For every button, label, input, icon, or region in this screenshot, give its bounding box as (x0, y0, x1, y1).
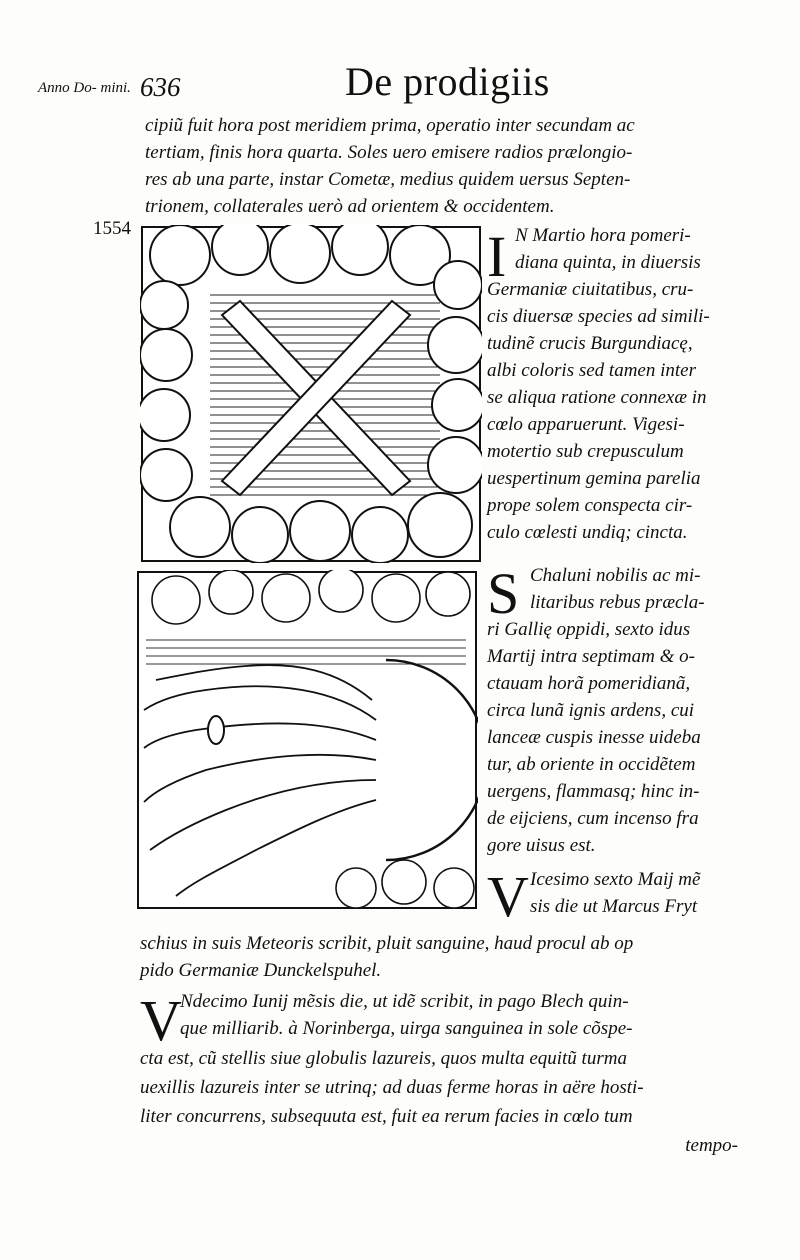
para2-line: Chaluni nobilis ac mi- (530, 565, 701, 586)
para2-line: uergens, flammasq; hinc in- (487, 781, 700, 802)
woodcut-moon-illustration (136, 570, 478, 910)
para2-line: de eijciens, cum incenso fra (487, 808, 699, 829)
para2-line: ri Gallię oppidi, sexto idus (487, 619, 691, 640)
catchword: tempo- (685, 1135, 738, 1156)
para1-line: N Martio hora pomeri- (515, 225, 691, 246)
running-head: De prodigiis (345, 59, 550, 104)
para2-line: circa lunã ignis ardens, cui (487, 700, 695, 721)
para1-line: motertio sub crepusculum (487, 441, 684, 462)
woodcut-cross-illustration (140, 225, 482, 563)
para2-line: ctauam horã pomeridianã, (487, 673, 691, 694)
para1-line: tudinẽ crucis Burgundiacę, (487, 333, 693, 354)
para4-line: que milliarib. à Norinberga, uirga sanguinea in sole cõspe- (180, 1018, 633, 1039)
drop-cap: I (487, 224, 507, 289)
year-margin-note: 1554 (93, 218, 131, 239)
para4-line: cta est, cũ stellis siue globulis lazureis, quos multa equitũ turma (140, 1048, 627, 1069)
para2-line: lanceæ cuspis inesse uideba (487, 727, 701, 748)
para2-line: Martij intra septimam & o- (487, 646, 695, 667)
para4-line: Ndecimo Iunij mẽsis die, ut idẽ scribit, in pago Blech quin- (180, 991, 629, 1012)
para1-line: prope solem conspecta cir- (487, 495, 693, 516)
margin-note: Anno Do- mini. (38, 80, 131, 96)
para2-line: gore uisus est. (487, 835, 596, 856)
page-number: 636 (140, 72, 181, 102)
para1-line: diana quinta, in diuersis (515, 252, 701, 273)
drop-cap: S (487, 561, 520, 626)
para1-line: cœlo apparuerunt. Vigesi- (487, 414, 685, 435)
intro-line: cipiũ fuit hora post meridiem prima, operatio inter secundam ac (145, 115, 635, 136)
para2-line: litaribus rebus præcla- (530, 592, 705, 613)
para3-line: pido Germaniæ Dunckelspuhel. (140, 960, 382, 981)
para4-line: liter concurrens, subsequuta est, fuit ea rerum facies in cœlo tum (140, 1106, 633, 1127)
para1-line: cis diuersæ species ad simili- (487, 306, 710, 327)
para1-line: se aliqua ratione connexæ in (487, 387, 707, 408)
para1-line: Germaniæ ciuitatibus, cru- (487, 279, 694, 300)
para1-line: albi coloris sed tamen inter (487, 360, 696, 381)
para2-line: tur, ab oriente in occidẽtem (487, 754, 696, 775)
intro-line: res ab una parte, instar Cometæ, medius quidem uersus Septen- (145, 169, 631, 190)
para1-line: culo cœlesti undiq; cincta. (487, 522, 688, 543)
para1-line: uespertinum gemina parelia (487, 468, 701, 489)
para3-line: schius in suis Meteoris scribit, pluit sanguine, haud procul ab op (140, 933, 634, 954)
drop-cap: V (140, 988, 182, 1053)
intro-line: tertiam, finis hora quarta. Soles uero emisere radios prælongio- (145, 142, 633, 163)
para3-line: Icesimo sexto Maij mẽ (530, 869, 701, 890)
para3-line: sis die ut Marcus Fryt (530, 896, 698, 917)
intro-line: trionem, collaterales uerò ad orientem & occidentem. (145, 196, 555, 217)
drop-cap: V (487, 864, 529, 929)
para4-line: uexillis lazureis inter se utrinq; ad duas ferme horas in aëre hosti- (140, 1077, 644, 1098)
